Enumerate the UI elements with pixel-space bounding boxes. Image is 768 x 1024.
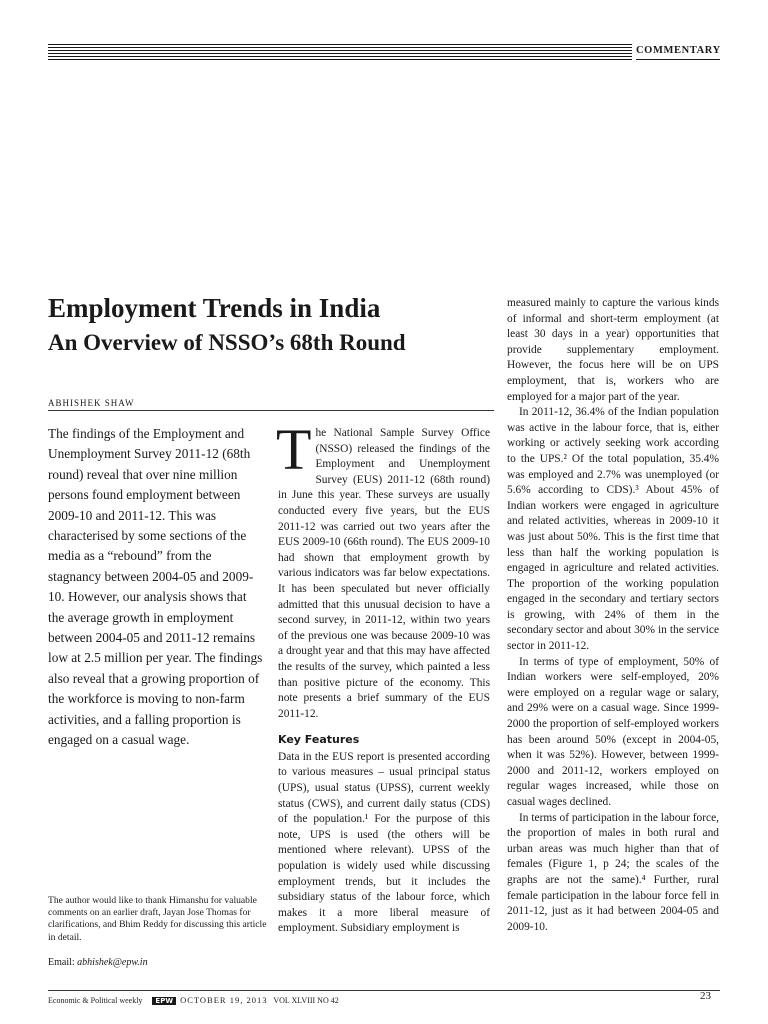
body-column-middle <box>276 417 490 937</box>
body-paragraph: Data in the EUS report is presented according to various measures – usual principal status (UPS), usual status (UPSS), current weekly status (CWS), and current daily status (CDS) of the population.¹ For the purpose of this note, UPS is used (the others will be mentioned where relevant). UPSS of the population is widely used while discussing employment trends, but it includes the subsidiary status of the labour force, which makes it a more liberal measure of employment. Subsidiary employment is <box>278 750 490 935</box>
body-paragraph: In terms of participation in the labour force, the proportion of males in both rural and urban areas was much higher than that of females (Figure 1, p 24; the scales of the graphs are not the same).⁴ Further, rural female participation in the labour force fell in 2011-12, just as it had between 2004-05 and 2009-10. <box>507 811 719 933</box>
email-label: Email: <box>48 957 75 968</box>
epw-logo: EPW <box>152 997 176 1005</box>
footer-info <box>48 995 343 1005</box>
article-title: Employment Trends in India <box>48 293 381 323</box>
section-label-underline <box>636 59 720 60</box>
article-subtitle: An Overview of NSSO’s 68th Round <box>48 330 406 355</box>
body-paragraph: In 2011-12, 36.4% of the Indian population was active in the labour force, that is, either working or actively seeking work according to the UPS.² Of the total population, 35.4% was employed and 2.7% was unemployed (or 5.6% according to CDS).³ About 45% of Indian workers were engaged in agriculture and related activities, whereas in 2009-10 it was just about 50%. This is the first time that less than half the working population is engaged in agriculture and related activities. The proportion of the working population engaged in the secondary and tertiary sectors is growing, with 24% of them in the secondary sector and about 30% in the service sector in 2011-12. <box>507 406 719 653</box>
author-name: ABHISHEK SHAW <box>48 398 135 408</box>
journal-name: Economic & Political weekly <box>48 996 143 1005</box>
body-column-right <box>507 296 719 935</box>
footer-divider <box>48 990 720 991</box>
drop-cap: T <box>276 417 312 482</box>
body-paragraph: measured mainly to capture the various kinds of informal and short-term employment (at least 30 days in a year) opportunities that provide supplementary employment. However, the focus here will be on UPS employment, that is, workers who are employed for a major part of the year. <box>507 297 719 403</box>
body-paragraph-intro <box>276 417 490 722</box>
author-divider <box>48 410 494 411</box>
page-number: 23 <box>700 990 711 1002</box>
intro-text: he National Sample Survey Office (NSSO) released the findings of the Employment and Unemployment Survey (EUS) 2011-12 (68th round) in June this year. These surveys are usually conducted every five years, but the EUS 2011-12 was carried out two years after the EUS 2009-10 (66th round). The EUS 2009-10 had shown that employment growth by various indicators was far below expectations. It has been speculated but never officially admitted that this unusual decision to have a second survey, in 2011-12, within two years of the previous one was because 2009-10 was a drought year and that this may have affected the results of the survey, which painted a less than positive picture of the economy. This note presents a brief summary of the EUS 2011-12. <box>278 427 490 720</box>
acknowledgement-note: The author would like to thank Himanshu for valuable comments on an earlier draft, Jayan Jose Thomas for clarifications, and Bhim Reddy for discussing this article in detail. <box>48 895 267 943</box>
section-heading-key-features: Key Features <box>278 733 360 747</box>
issue-date: OCTOBER 19, 2013 <box>180 995 268 1005</box>
author-email <box>48 957 148 968</box>
section-label: COMMENTARY <box>636 45 721 56</box>
email-address[interactable]: abhishek@epw.in <box>77 957 148 968</box>
header-rule-lines <box>48 44 632 61</box>
body-paragraph: In terms of type of employment, 50% of Indian workers were self-employed, 20% were employed on a regular wage or salary, and 29% were on a casual wage. Since 1999-2000 the proportion of self-employed workers has been around 50% (except in 2004-05, when it was 52%). However, between 1999-2000 and 2011-12, workers employed on regular wages increased, while those on casual wages declined. <box>507 655 719 808</box>
article-abstract: The findings of the Employment and Unemployment Survey 2011-12 (68th round) reveal that over nine million persons found employment between 2009-10 and 2011-12. This was characterised by some sections of the media as a “rebound” from the stagnancy between 2004-05 and 2009-10. However, our analysis shows that the average growth in employment between 2004-05 and 2011-12 remains low at 2.5 million per year. The findings also reveal that a growing proportion of the workforce is moving to non-farm activities, and a falling proportion is engaged on a casual wage. <box>48 426 263 748</box>
issue-volume: VOL XLVIII NO 42 <box>273 996 339 1005</box>
